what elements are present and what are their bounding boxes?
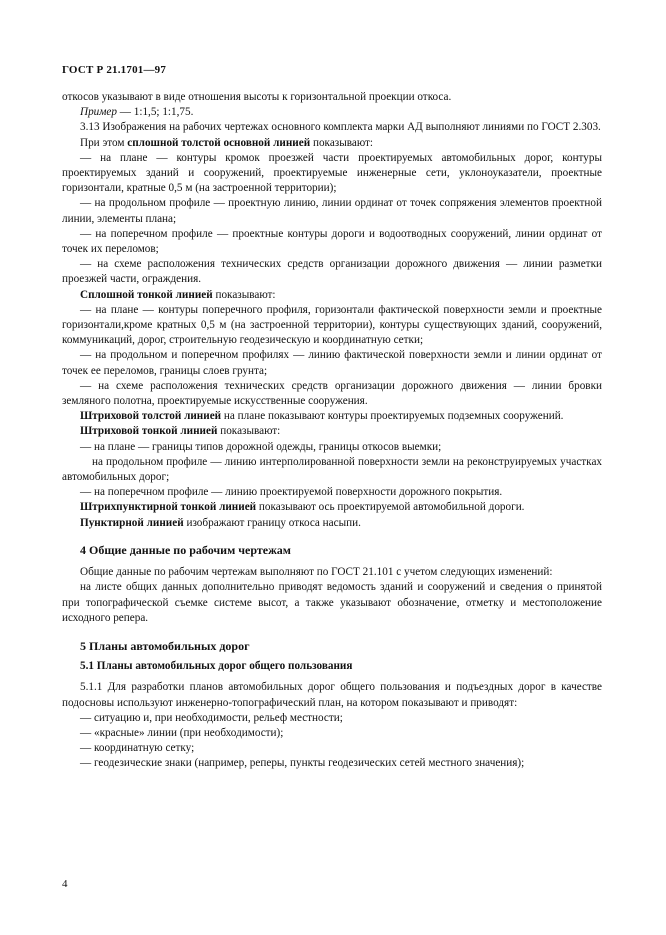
paragraph: Общие данные по рабочим чертежам выполняют по ГОСТ 21.101 с учетом следующих изменений: — [80, 566, 553, 579]
list-item: — на продольном профиле — проектную линию, линии ординат от точек сопряжения элементов проектной линии, элементы плана; — [62, 197, 602, 225]
list-item: — координатную сетку; — [80, 742, 195, 755]
document-body — [62, 90, 602, 772]
paragraph: откосов указывают в виде отношения высоты к горизонтальной проекции откоса. — [62, 91, 452, 103]
list-item: — на продольном и поперечном профилях — линию фактической поверхности земли и линии ординат от точек ее переломов, границы слоев грунта; — [62, 349, 602, 377]
list-item: — на поперечном профиле — линию проектируемой поверхности дорожного покрытия. — [80, 486, 503, 499]
solid-thin-term: Сплошной тонкой линией — [80, 288, 213, 301]
section-5-heading: 5 Планы автомобильных дорог — [80, 638, 250, 653]
clause-5-1-1: 5.1.1 Для разработки планов автомобильных дорог общего пользования и подъездных дорог в качестве подосновы используют инженерно-топографический план, на котором показывают и приводят: — [62, 681, 602, 709]
list-item: — «красные» линии (при необходимости); — [80, 726, 284, 739]
list-item: — на плане — контуры поперечного профиля, горизонтали фактической поверхности земли и проектные горизонтали,кроме кратных 0,5 м (на застроенной территории), контуры существующих зданий, сооружений, коммуникаций, дорог, строительную геодезическую и координатную сетки; — [62, 303, 602, 347]
example-label: Пример — [80, 106, 117, 119]
list-item: — на схеме расположения технических средств организации дорожного движения — линии бровки земляного полотна, проектируемые искусственные сооружения. — [62, 379, 602, 408]
list-item: — на плане — контуры кромок проезжей части проектируемых автомобильных дорог, контуры проектируемых зданий и сооружений, проектируемые инженерные сети, уклоноуказатели, проектные горизонтали, кратные 0,5 м (на застроенной территории); — [62, 151, 602, 195]
section-5-1-heading: 5.1 Планы автомобильных дорог общего пользования — [80, 660, 353, 673]
list-item: — на поперечном профиле — проектные контуры дороги и водоотводных сооружений, линии ординат от точек их переломов; — [62, 227, 602, 256]
solid-thick-term: сплошной толстой основной линией — [127, 136, 311, 149]
solid-thin-intro: Сплошной тонкой линией показывают: — [80, 288, 276, 301]
document-code: ГОСТ Р 21.1701—97 — [62, 64, 167, 76]
example-line: Пример — 1:1,5; 1:1,75. — [80, 106, 194, 119]
solid-thick-intro: При этом сплошной толстой основной линией показывают: — [80, 136, 374, 149]
dash-thin-term: Штриховой тонкой линией — [80, 425, 218, 438]
clause-3-13: 3.13 Изображения на рабочих чертежах основного комплекта марки АД выполняют линиями по ГОСТ 2.303. — [80, 121, 601, 134]
dash-thick-term: Штриховой толстой линией — [80, 410, 222, 423]
page-number: 4 — [62, 878, 68, 890]
dashdot-term: Штрихпунктирной тонкой линией — [80, 501, 257, 514]
dash-thin-intro: Штриховой тонкой линией показывают: — [80, 425, 281, 438]
list-item: — на схеме расположения технических средств организации дорожного движения — линии разметки проезжей части, ограждения. — [62, 258, 602, 286]
dotted-term: Пунктирной линией — [80, 516, 184, 529]
list-item: на продольном профиле — линию интерполированной поверхности земли на реконструируемых участках автомобильных дорог; — [62, 455, 602, 484]
dotted-line: Пунктирной линией изображают границу откоса насыпи. — [80, 516, 361, 529]
dash-thick-line: Штриховой толстой линией на плане показывают контуры проектируемых подземных сооружений. — [80, 410, 564, 423]
list-item: — на плане — границы типов дорожной одежды, границы откосов выемки; — [80, 440, 442, 453]
dashdot-line: Штрихпунктирной тонкой линией показывают ось проектируемой автомобильной дороги. — [80, 501, 525, 514]
section-4-heading: 4 Общие данные по рабочим чертежам — [80, 542, 291, 557]
paragraph: на листе общих данных дополнительно приводят ведомость зданий и сооружений и сведения о принятой при топографической съемке системе высот, а также указывают обозначение, отметку и местоположение исходного репера. — [62, 581, 602, 624]
list-item: — геодезические знаки (например, реперы, пункты геодезических сетей местного значения); — [80, 757, 525, 770]
list-item: — ситуацию и, при необходимости, рельеф местности; — [80, 711, 343, 724]
